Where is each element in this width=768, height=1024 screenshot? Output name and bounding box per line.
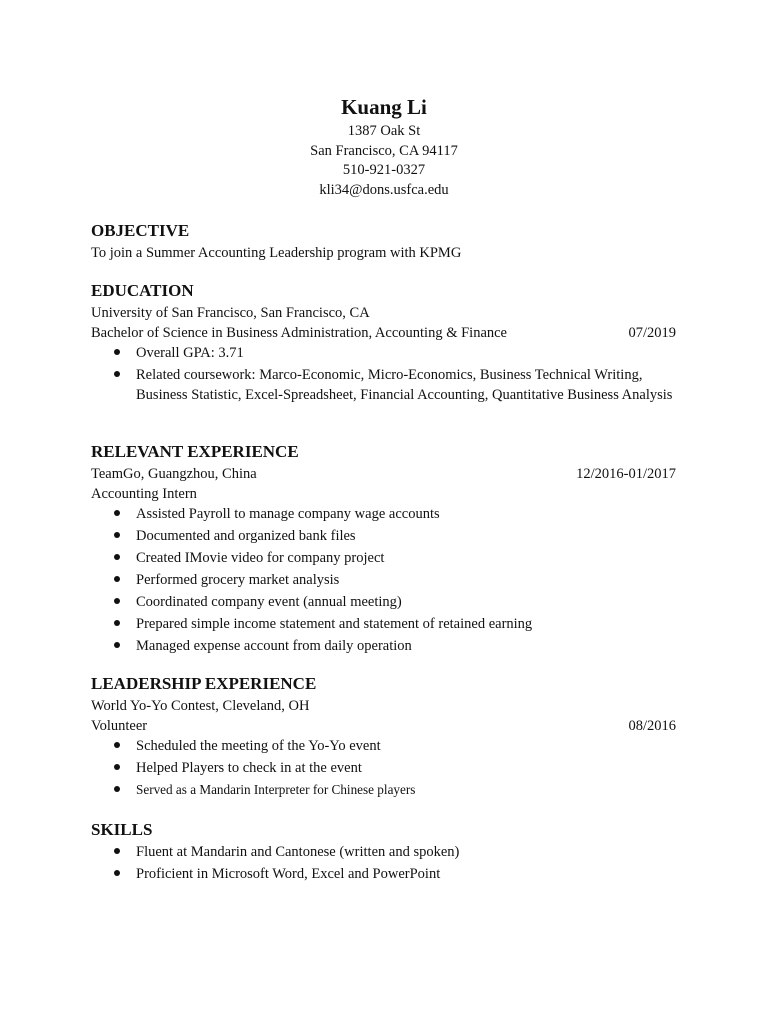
bullet-icon	[114, 576, 120, 582]
graduation-date: 07/2019	[628, 325, 676, 341]
job-title: Accounting Intern	[91, 486, 197, 502]
bullet-icon	[114, 598, 120, 604]
list-item	[91, 614, 676, 634]
list-item	[91, 842, 676, 862]
education-section	[91, 280, 676, 407]
bullet-icon	[114, 642, 120, 648]
bullet-text: Helped Players to check in at the event	[136, 760, 362, 776]
list-item	[91, 504, 676, 524]
list-item	[91, 736, 676, 756]
bullet-icon	[114, 870, 120, 876]
degree-row	[91, 323, 676, 343]
bullet-text: Created IMovie video for company project	[136, 550, 385, 566]
skills-heading: SKILLS	[91, 820, 153, 839]
bullet-icon	[114, 742, 120, 748]
list-item	[91, 636, 676, 656]
list-item	[91, 780, 676, 800]
objective-text: To join a Summer Accounting Leadership program with KPMG	[91, 245, 462, 261]
objective-section	[91, 220, 676, 263]
bullet-icon	[114, 510, 120, 516]
bullet-icon	[114, 349, 120, 355]
list-item	[91, 365, 676, 405]
resume-header	[0, 94, 768, 200]
list-item	[91, 570, 676, 590]
city-state-zip: San Francisco, CA 94117	[310, 142, 458, 159]
degree-title: Bachelor of Science in Business Administration, Accounting & Finance	[91, 325, 507, 341]
list-item	[91, 758, 676, 778]
bullet-text: Fluent at Mandarin and Cantonese (written and spoken)	[136, 844, 460, 860]
leadership-heading: LEADERSHIP EXPERIENCE	[91, 674, 317, 693]
bullet-icon	[114, 620, 120, 626]
list-item	[91, 864, 676, 884]
bullet-text: Related coursework: Marco-Economic, Micro-Economics, Business Technical Writing, Business Statistic, Excel-Spreadsheet, Financial Accounting, Quantitative Business Analysis	[136, 367, 673, 403]
skills-bullet-list	[91, 842, 676, 884]
experience-bullet-list	[91, 504, 676, 656]
company-row	[91, 464, 676, 484]
bullet-text: Managed expense account from daily operation	[136, 638, 412, 654]
bullet-text: Documented and organized bank files	[136, 528, 356, 544]
objective-heading: OBJECTIVE	[91, 221, 190, 240]
bullet-text: Performed grocery market analysis	[136, 572, 340, 588]
bullet-icon	[114, 764, 120, 770]
company-name: TeamGo, Guangzhou, China	[91, 466, 257, 482]
email-address: kli34@dons.usfca.edu	[319, 181, 449, 198]
education-bullet-list	[91, 343, 676, 405]
bullet-icon	[114, 848, 120, 854]
leadership-section	[91, 673, 676, 802]
list-item	[91, 548, 676, 568]
bullet-text: Overall GPA: 3.71	[136, 345, 244, 361]
bullet-icon	[114, 554, 120, 560]
phone-number: 510-921-0327	[342, 162, 426, 178]
volunteer-row	[91, 716, 676, 736]
bullet-text: Proficient in Microsoft Word, Excel and PowerPoint	[136, 866, 441, 882]
bullet-text: Assisted Payroll to manage company wage accounts	[136, 506, 440, 522]
skills-section	[91, 819, 676, 886]
leadership-bullet-list	[91, 736, 676, 800]
list-item	[91, 343, 676, 363]
volunteer-role: Volunteer	[91, 718, 148, 734]
education-heading: EDUCATION	[91, 281, 194, 300]
bullet-text: Prepared simple income statement and statement of retained earning	[136, 616, 533, 632]
candidate-name: Kuang Li	[341, 95, 427, 119]
volunteer-date: 08/2016	[628, 718, 676, 734]
bullet-icon	[114, 371, 120, 377]
experience-section	[91, 441, 676, 658]
bullet-icon	[114, 532, 120, 538]
street-address: 1387 Oak St	[347, 123, 421, 139]
event-name: World Yo-Yo Contest, Cleveland, OH	[91, 698, 310, 714]
employment-dates: 12/2016-01/2017	[576, 466, 676, 482]
list-item	[91, 526, 676, 546]
bullet-text: Scheduled the meeting of the Yo-Yo event	[136, 738, 381, 754]
bullet-text: Served as a Mandarin Interpreter for Chinese players	[136, 782, 416, 797]
experience-heading: RELEVANT EXPERIENCE	[91, 442, 299, 461]
bullet-text: Coordinated company event (annual meeting)	[136, 594, 402, 610]
list-item	[91, 592, 676, 612]
school-name: University of San Francisco, San Francisco, CA	[91, 305, 370, 321]
bullet-icon	[114, 786, 120, 792]
